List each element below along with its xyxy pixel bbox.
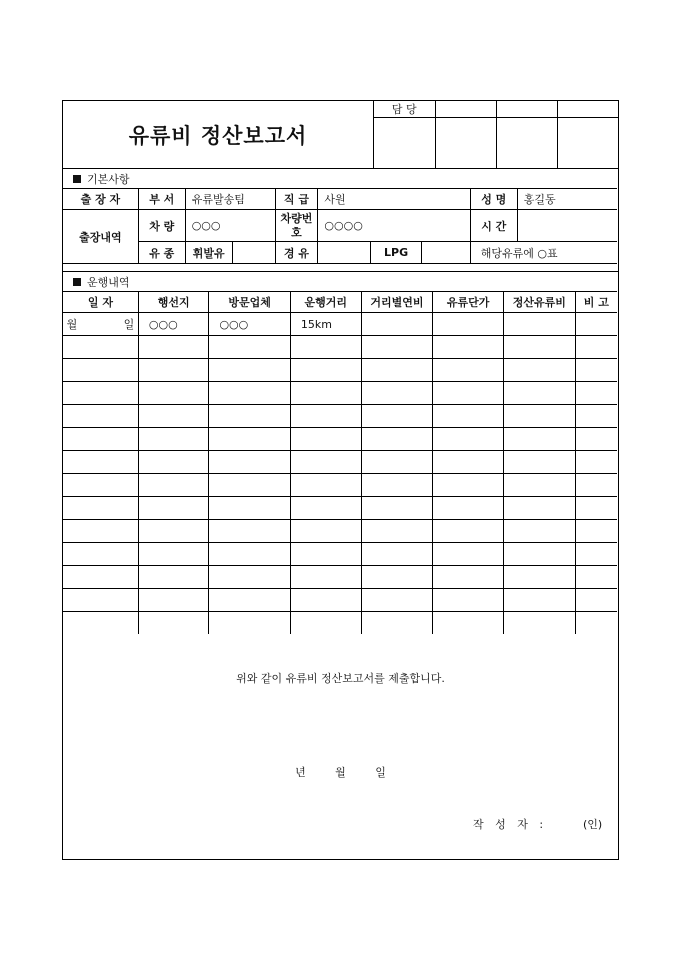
table-cell[interactable] <box>575 336 617 359</box>
table-cell[interactable] <box>575 405 617 428</box>
table-cell[interactable] <box>361 497 433 520</box>
table-row <box>63 566 618 589</box>
table-cell[interactable] <box>575 451 617 474</box>
table-cell[interactable] <box>503 382 575 405</box>
table-cell[interactable] <box>361 451 433 474</box>
table-cell[interactable] <box>361 543 433 566</box>
approval-header-cell <box>435 101 496 118</box>
table-cell[interactable] <box>138 612 209 635</box>
table-cell[interactable] <box>575 520 617 543</box>
table-cell[interactable] <box>503 612 575 635</box>
table-cell[interactable] <box>361 382 433 405</box>
table-row <box>63 405 618 428</box>
table-cell[interactable] <box>433 589 504 612</box>
name-label: 성 명 <box>470 189 517 210</box>
table-cell[interactable] <box>209 428 290 451</box>
table-cell[interactable] <box>575 359 617 382</box>
table-row <box>63 612 618 635</box>
table-cell[interactable] <box>63 428 139 451</box>
table-cell[interactable] <box>433 474 504 497</box>
plate-label: 차량번호 <box>275 210 318 242</box>
diesel-mark[interactable] <box>318 242 371 264</box>
table-cell[interactable] <box>575 543 617 566</box>
row-company[interactable]: ○○○ <box>209 313 290 336</box>
table-cell[interactable] <box>63 336 139 359</box>
run-section-title: 운행내역 <box>87 275 130 289</box>
date-line: 년 월 일 <box>295 766 386 779</box>
plate-value[interactable]: ○○○○ <box>318 210 470 242</box>
approval-sign-cell[interactable] <box>374 118 436 169</box>
table-cell[interactable] <box>63 405 139 428</box>
row-remarks[interactable] <box>575 313 617 336</box>
table-cell[interactable] <box>63 474 139 497</box>
table-cell[interactable] <box>209 566 290 589</box>
table-cell[interactable] <box>433 543 504 566</box>
table-cell[interactable] <box>575 382 617 405</box>
table-cell[interactable] <box>290 497 361 520</box>
run-log-table <box>62 291 617 634</box>
table-row <box>63 382 618 405</box>
table-cell[interactable] <box>503 520 575 543</box>
table-cell[interactable] <box>63 451 139 474</box>
table-row <box>63 313 618 336</box>
table-cell[interactable] <box>209 612 290 635</box>
table-cell[interactable] <box>290 428 361 451</box>
table-cell[interactable] <box>575 428 617 451</box>
fuel-note: 해당유류에 ○표 <box>470 242 617 264</box>
table-cell[interactable] <box>503 543 575 566</box>
table-cell[interactable] <box>290 520 361 543</box>
table-cell[interactable] <box>63 359 139 382</box>
col-remarks: 비 고 <box>575 292 617 313</box>
diesel-label: 경 유 <box>275 242 318 264</box>
table-cell[interactable] <box>290 405 361 428</box>
table-cell[interactable] <box>209 497 290 520</box>
table-row <box>63 336 618 359</box>
table-cell[interactable] <box>503 428 575 451</box>
table-cell[interactable] <box>138 336 209 359</box>
table-cell[interactable] <box>433 336 504 359</box>
approval-sign-cell[interactable] <box>496 118 557 169</box>
table-cell[interactable] <box>138 405 209 428</box>
table-cell[interactable] <box>361 336 433 359</box>
table-cell[interactable] <box>361 566 433 589</box>
table-row <box>63 428 618 451</box>
vehicle-label: 차 량 <box>138 210 185 242</box>
basic-section-heading <box>63 168 618 188</box>
table-cell[interactable] <box>209 543 290 566</box>
seal-mark: (인) <box>583 818 603 831</box>
table-cell[interactable] <box>361 612 433 635</box>
declaration-text: 위와 같이 유류비 정산보고서를 제출합니다. <box>236 672 445 685</box>
table-cell[interactable] <box>575 589 617 612</box>
table-cell[interactable] <box>290 474 361 497</box>
writer-label: 작 성 자 : <box>473 818 548 831</box>
table-cell[interactable] <box>209 336 290 359</box>
rank-label: 직 급 <box>275 189 318 210</box>
basic-section-title: 기본사항 <box>87 172 130 186</box>
table-cell[interactable] <box>290 566 361 589</box>
table-cell[interactable] <box>290 382 361 405</box>
table-cell[interactable] <box>209 382 290 405</box>
table-cell[interactable] <box>433 382 504 405</box>
table-cell[interactable] <box>433 359 504 382</box>
dept-value[interactable]: 유류발송팀 <box>185 189 275 210</box>
table-cell[interactable] <box>290 589 361 612</box>
table-cell[interactable] <box>361 428 433 451</box>
run-section-heading <box>63 271 618 291</box>
table-cell[interactable] <box>575 612 617 635</box>
table-cell[interactable] <box>575 474 617 497</box>
table-row <box>63 474 618 497</box>
table-cell[interactable] <box>503 451 575 474</box>
table-cell[interactable] <box>503 336 575 359</box>
time-value[interactable] <box>517 210 617 242</box>
document-title: 유류비 정산보고서 <box>128 123 308 148</box>
col-date: 일 자 <box>63 292 139 313</box>
table-cell[interactable] <box>575 566 617 589</box>
approval-header-cell <box>496 101 557 118</box>
table-cell[interactable] <box>63 520 139 543</box>
table-cell[interactable] <box>503 474 575 497</box>
table-cell[interactable] <box>433 451 504 474</box>
table-row <box>63 589 618 612</box>
table-cell[interactable] <box>63 612 139 635</box>
table-cell[interactable] <box>433 566 504 589</box>
approval-label: 담 당 <box>374 101 436 118</box>
table-row <box>63 520 618 543</box>
table-cell[interactable] <box>503 359 575 382</box>
table-row <box>63 451 618 474</box>
report-form <box>62 100 619 860</box>
col-destination: 행선지 <box>138 292 209 313</box>
approval-sign-cell[interactable] <box>435 118 496 169</box>
row-efficiency[interactable] <box>361 313 433 336</box>
table-cell[interactable] <box>503 566 575 589</box>
table-cell[interactable] <box>138 497 209 520</box>
row-destination[interactable]: ○○○ <box>138 313 209 336</box>
table-cell[interactable] <box>138 382 209 405</box>
footer <box>63 637 618 859</box>
vehicle-value[interactable]: ○○○ <box>185 210 275 242</box>
table-cell[interactable] <box>503 405 575 428</box>
table-cell[interactable] <box>361 589 433 612</box>
lpg-mark[interactable] <box>422 242 471 264</box>
table-cell[interactable] <box>209 474 290 497</box>
fuel-label: 유 종 <box>138 242 185 264</box>
table-cell[interactable] <box>138 428 209 451</box>
table-cell[interactable] <box>63 543 139 566</box>
trip-label: 출장내역 <box>63 210 139 264</box>
table-cell[interactable] <box>138 520 209 543</box>
col-fuel-cost: 정산유류비 <box>503 292 575 313</box>
table-cell[interactable] <box>63 566 139 589</box>
table-cell[interactable] <box>433 612 504 635</box>
row-date[interactable]: 월 일 <box>63 313 139 336</box>
table-cell[interactable] <box>209 589 290 612</box>
table-cell[interactable] <box>290 612 361 635</box>
table-cell[interactable] <box>575 497 617 520</box>
col-company: 방문업체 <box>209 292 290 313</box>
table-cell[interactable] <box>361 520 433 543</box>
row-distance[interactable]: 15km <box>290 313 361 336</box>
gasoline-mark[interactable] <box>233 242 275 263</box>
row-unit-price[interactable] <box>433 313 504 336</box>
table-row <box>63 497 618 520</box>
approval-header-cell <box>558 101 618 118</box>
table-cell[interactable] <box>209 451 290 474</box>
table-cell[interactable] <box>63 497 139 520</box>
table-cell[interactable] <box>209 520 290 543</box>
table-cell[interactable] <box>290 543 361 566</box>
col-efficiency: 거리별연비 <box>361 292 433 313</box>
table-cell[interactable] <box>433 497 504 520</box>
table-cell[interactable] <box>433 405 504 428</box>
table-cell[interactable] <box>361 474 433 497</box>
table-cell[interactable] <box>361 405 433 428</box>
table-cell[interactable] <box>138 359 209 382</box>
table-cell[interactable] <box>138 474 209 497</box>
square-bullet-icon <box>73 175 81 183</box>
approval-box <box>373 100 618 169</box>
col-unit-price: 유류단가 <box>433 292 504 313</box>
table-row <box>63 359 618 382</box>
lpg-label: LPG <box>371 242 422 264</box>
basic-info-table <box>62 188 617 264</box>
dept-label: 부 서 <box>138 189 185 210</box>
table-cell[interactable] <box>138 451 209 474</box>
table-cell[interactable] <box>209 405 290 428</box>
col-distance: 운행거리 <box>290 292 361 313</box>
table-cell[interactable] <box>138 543 209 566</box>
name-value[interactable]: 홍길동 <box>517 189 617 210</box>
row-fuel-cost[interactable] <box>503 313 575 336</box>
time-label: 시 간 <box>470 210 517 242</box>
table-cell[interactable] <box>290 451 361 474</box>
header <box>63 101 618 168</box>
table-cell[interactable] <box>361 359 433 382</box>
gasoline-label: 휘발유 <box>186 242 233 263</box>
table-cell[interactable] <box>503 497 575 520</box>
square-bullet-icon <box>73 278 81 286</box>
fuel-gasoline-cell[interactable] <box>185 242 275 264</box>
table-cell[interactable] <box>290 359 361 382</box>
table-row <box>63 543 618 566</box>
table-cell[interactable] <box>433 520 504 543</box>
table-cell[interactable] <box>503 589 575 612</box>
table-cell[interactable] <box>138 589 209 612</box>
table-cell[interactable] <box>63 589 139 612</box>
approval-sign-cell[interactable] <box>558 118 618 169</box>
table-cell[interactable] <box>290 336 361 359</box>
table-cell[interactable] <box>63 382 139 405</box>
table-cell[interactable] <box>138 566 209 589</box>
traveler-label: 출 장 자 <box>63 189 139 210</box>
table-cell[interactable] <box>209 359 290 382</box>
rank-value[interactable]: 사원 <box>318 189 470 210</box>
table-cell[interactable] <box>433 428 504 451</box>
